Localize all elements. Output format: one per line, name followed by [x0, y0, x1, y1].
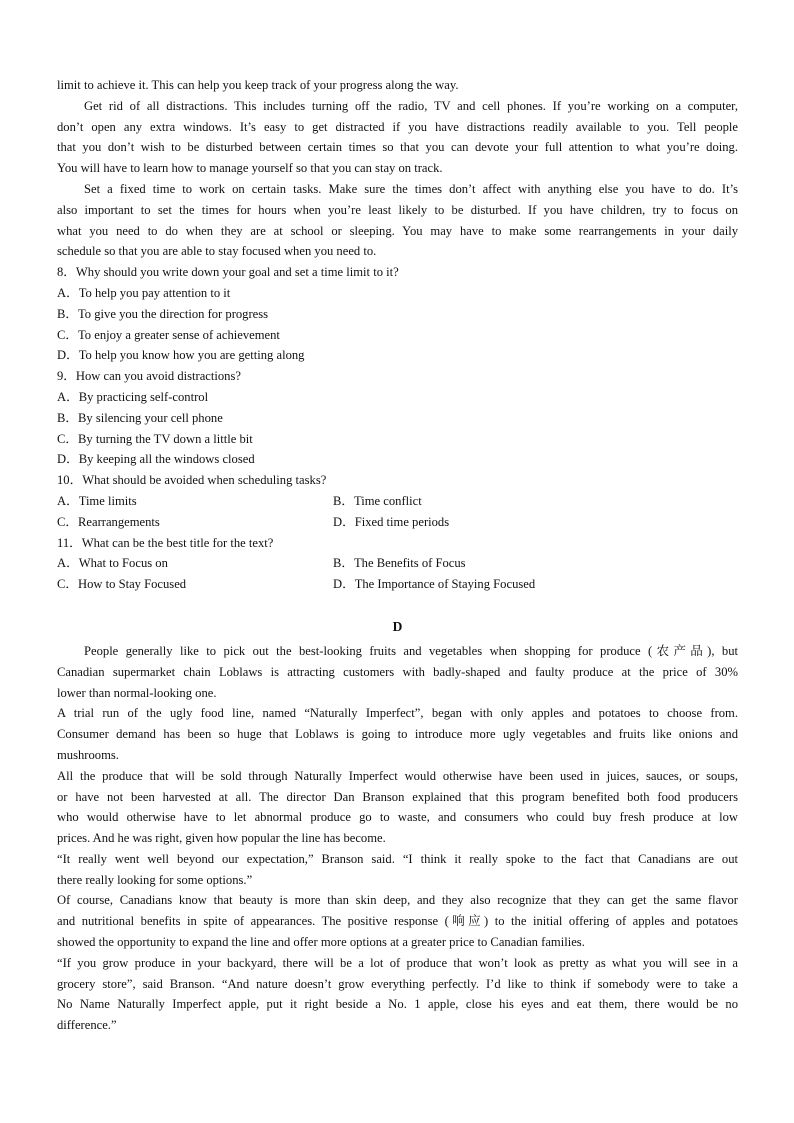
question-stem: 11．What can be the best title for the text?: [57, 535, 274, 550]
option-c: C．How to Stay Focused: [57, 577, 187, 592]
paragraph-line: difference.”: [57, 1018, 117, 1033]
option-d: D．The Importance of Staying Focused: [333, 577, 536, 592]
paragraph-line: People generally like to pick out the best-looking fruits and vegetables when shopping for produce (农产品), but: [84, 643, 738, 658]
paragraph-line: what you need to do when they are at school or sleeping. You may have to make some rearrangements in your daily: [57, 223, 738, 238]
paragraph-line: “It really went well beyond our expectation,” Branson said. “I think it really spoke to the fact that Canadians are out: [57, 851, 738, 866]
paragraph-line: showed the opportunity to expand the line and offer more options at a greater price to Canadian families.: [57, 935, 585, 950]
paragraph-line: Canadian supermarket chain Loblaws is attracting customers with badly-shaped and faulty produce at the price of 30%: [57, 664, 738, 679]
paragraph-line: Of course, Canadians know that beauty is more than skin deep, and they also recognize that they can get the same flavor: [57, 893, 738, 908]
option-row: [57, 553, 738, 574]
paragraph-line: Get rid of all distractions. This includes turning off the radio, TV and cell phones. If you’re working on a computer,: [84, 98, 738, 113]
paragraph-line: You will have to learn how to manage yourself so that you can stay on track.: [57, 161, 443, 176]
paragraph-line: and nutritional benefits in spite of appearances. The positive response (响应) to the initial offering of apples and potatoes: [57, 914, 738, 929]
option-a: A．What to Focus on: [57, 556, 168, 571]
option-row: [57, 512, 738, 533]
option-d: D．To help you know how you are getting along: [57, 348, 305, 363]
paragraph-line: there really looking for some options.”: [57, 872, 253, 887]
paragraph-line: Set a fixed time to work on certain tasks. Make sure the times don’t affect with anything else you have to do. It’s: [84, 181, 738, 196]
option-b: B．By silencing your cell phone: [57, 410, 223, 425]
paragraph-line: “If you grow produce in your backyard, there will be a lot of produce that won’t look as pretty as what you will see in a: [57, 955, 738, 970]
question-11: [57, 533, 738, 595]
paragraph-line: don’t open any extra windows. It’s easy to get distracted if you have distractions readily available to you. Tell people: [57, 119, 738, 134]
paragraph-line: who would otherwise have to let abnormal produce go to waste, and consumers who could buy fresh produce at low: [57, 810, 738, 825]
passage-d: [57, 641, 738, 1036]
paragraph-line: lower than normal-looking one.: [57, 685, 217, 700]
question-stem: 8．Why should you write down your goal and set a time limit to it?: [57, 265, 399, 280]
paragraph-line: that you don’t wish to be disturbed between certain times so that you can devote your full attention to what you’re doing.: [57, 140, 738, 155]
option-a: A．By practicing self-control: [57, 389, 209, 404]
option-a: A．Time limits: [57, 493, 137, 508]
option-b: B．Time conflict: [333, 493, 422, 508]
option-row: [57, 574, 738, 595]
option-row: [57, 491, 738, 512]
option-d: D．Fixed time periods: [333, 514, 450, 529]
section-title: D: [392, 618, 403, 634]
paragraph-line: or have not been harvested at all. The director Dan Branson explained that this program benefited both food producers: [57, 789, 738, 804]
question-stem: 10．What should be avoided when scheduling tasks?: [57, 473, 327, 488]
paragraph-line: All the produce that will be sold through Naturally Imperfect would otherwise have been used in juices, sauces, or soups,: [57, 768, 738, 783]
question-stem: 9．How can you avoid distractions?: [57, 369, 241, 384]
question-9: [57, 366, 738, 470]
paragraph-line: prices. And he was right, given how popular the line has become.: [57, 831, 386, 846]
question-8: [57, 262, 738, 366]
option-b: B．To give you the direction for progress: [57, 306, 269, 321]
paragraph-line: A trial run of the ugly food line, named “Naturally Imperfect”, began with only apples and potatoes to choose from.: [57, 706, 738, 721]
option-a: A．To help you pay attention to it: [57, 285, 231, 300]
option-d: D．By keeping all the windows closed: [57, 452, 255, 467]
paragraph-line: schedule so that you are able to stay focused when you need to.: [57, 244, 377, 259]
option-c: C．Rearrangements: [57, 514, 160, 529]
question-10: [57, 470, 738, 532]
paragraph-line: grocery store”, said Branson. “And nature doesn’t grow everything perfectly. I’d like to think if somebody were to take a: [57, 976, 738, 991]
paragraph-line: also important to set the times for hours when you’re least likely to be disturbed. If you have children, try to focus on: [57, 202, 738, 217]
option-c: C．By turning the TV down a little bit: [57, 431, 253, 446]
exam-page: [57, 75, 738, 1036]
passage-c: [57, 75, 738, 262]
paragraph-line: Consumer demand has been so huge that Loblaws is going to introduce more ugly vegetables and fruits like onions and: [57, 727, 738, 742]
option-c: C．To enjoy a greater sense of achievement: [57, 327, 280, 342]
paragraph-line: limit to achieve it. This can help you keep track of your progress along the way.: [57, 78, 459, 92]
paragraph-line: No Name Naturally Imperfect apple, put it right beside a No. 1 apple, close his eyes and eat them, there would be no: [57, 997, 738, 1012]
paragraph-line: mushrooms.: [57, 747, 119, 762]
option-b: B．The Benefits of Focus: [333, 556, 466, 571]
